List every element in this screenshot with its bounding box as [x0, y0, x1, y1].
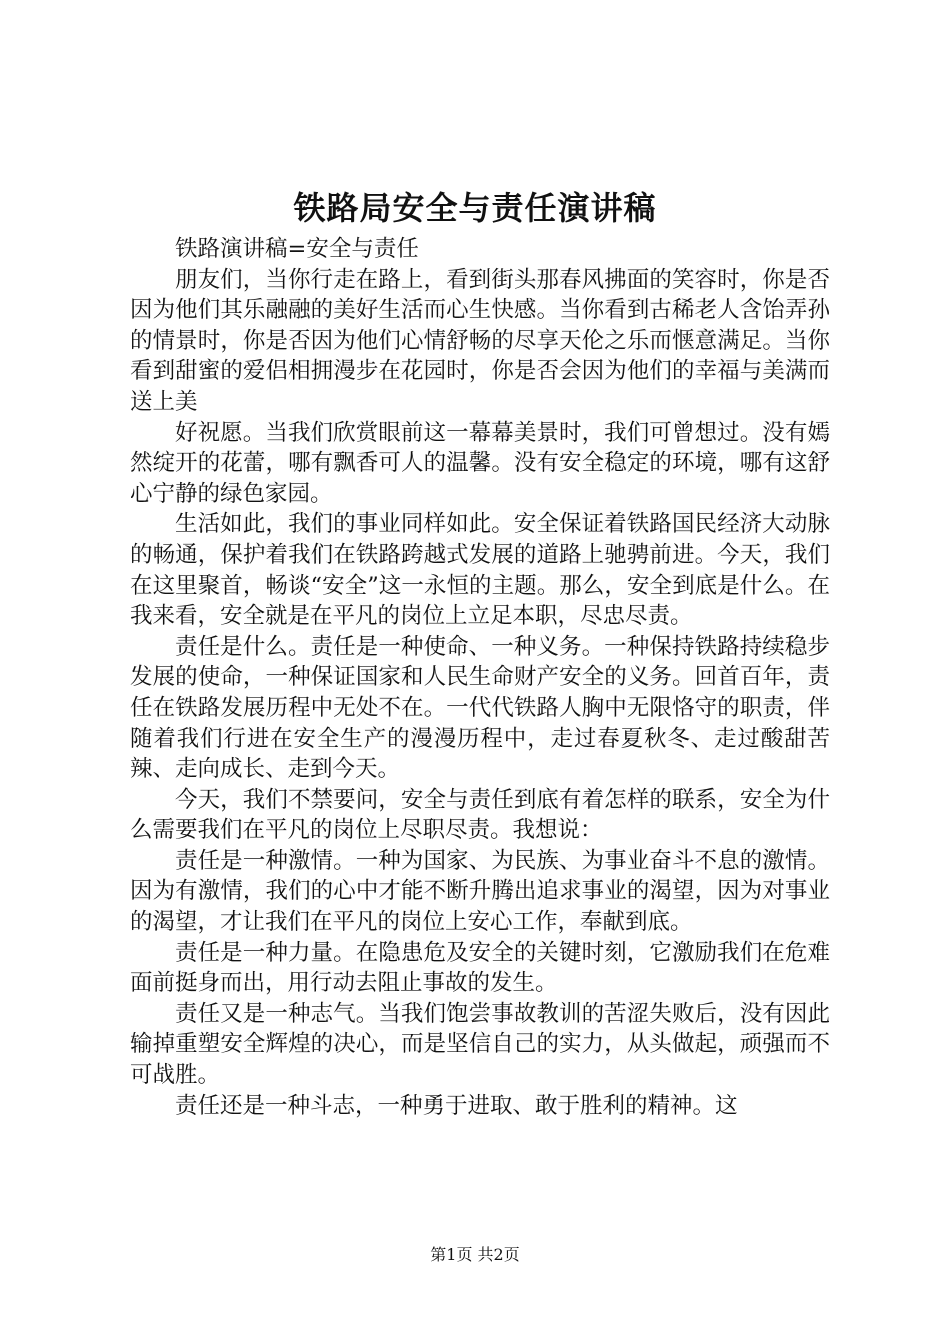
paragraph: 今天，我们不禁要问，安全与责任到底有着怎样的联系，安全为什么需要我们在平凡的岗位上尽职尽责。我想说：	[130, 786, 830, 844]
paragraph: 责任是什么。责任是一种使命、一种义务。一种保持铁路持续稳步发展的使命，一种保证国家和人民生命财产安全的义务。回首百年，责任在铁路发展历程中无处不在。一代代铁路人胸中无限恪守的职责，伴随着我们行进在安全生产的漫漫历程中，走过春夏秋冬、走过酸甜苦辣、走向成长、走到今天。	[130, 633, 830, 783]
paragraph: 责任又是一种志气。当我们饱尝事故教训的苦涩失败后，没有因此输掉重塑安全辉煌的决心，而是坚信自己的实力，从头做起，顽强而不可战胜。	[130, 1000, 830, 1089]
paragraph: 朋友们，当你行走在路上，看到街头那春风拂面的笑容时，你是否因为他们其乐融融的美好生活而心生快感。当你看到古稀老人含饴弄孙的情景时，你是否因为他们心情舒畅的尽享天伦之乐而惬意满足。当你看到甜蜜的爱侣相拥漫步在花园时，你是否会因为他们的幸福与美满而送上美	[130, 266, 830, 415]
paragraph: 责任是一种力量。在隐患危及安全的关键时刻，它激励我们在危难面前挺身而出，用行动去阻止事故的发生。	[130, 939, 830, 997]
paragraph: 责任还是一种斗志，一种勇于进取、敢于胜利的精神。这	[175, 1092, 738, 1119]
paragraph: 责任是一种激情。一种为国家、为民族、为事业奋斗不息的激情。因为有激情，我们的心中才能不断升腾出追求事业的渴望，因为对事业的渴望，才让我们在平凡的岗位上安心工作，奉献到底。	[130, 847, 830, 936]
document-title: 铁路局安全与责任演讲稿	[293, 189, 657, 227]
paragraph-subtitle: 铁路演讲稿=安全与责任	[175, 236, 419, 262]
page-footer: 第1页 共2页	[430, 1245, 520, 1264]
document-body	[130, 234, 830, 1121]
paragraph: 生活如此，我们的事业同样如此。安全保证着铁路国民经济大动脉的畅通，保护着我们在铁路跨越式发展的道路上驰骋前进。今天，我们在这里聚首，畅谈“安全”这一永恒的主题。那么，安全到底是什么。在我来看，安全就是在平凡的岗位上立足本职，尽忠尽责。	[130, 511, 830, 630]
paragraph: 好祝愿。当我们欣赏眼前这一幕幕美景时，我们可曾想过。没有嫣然绽开的花蕾，哪有飘香可人的温馨。没有安全稳定的环境，哪有这舒心宁静的绿色家园。	[130, 419, 830, 507]
